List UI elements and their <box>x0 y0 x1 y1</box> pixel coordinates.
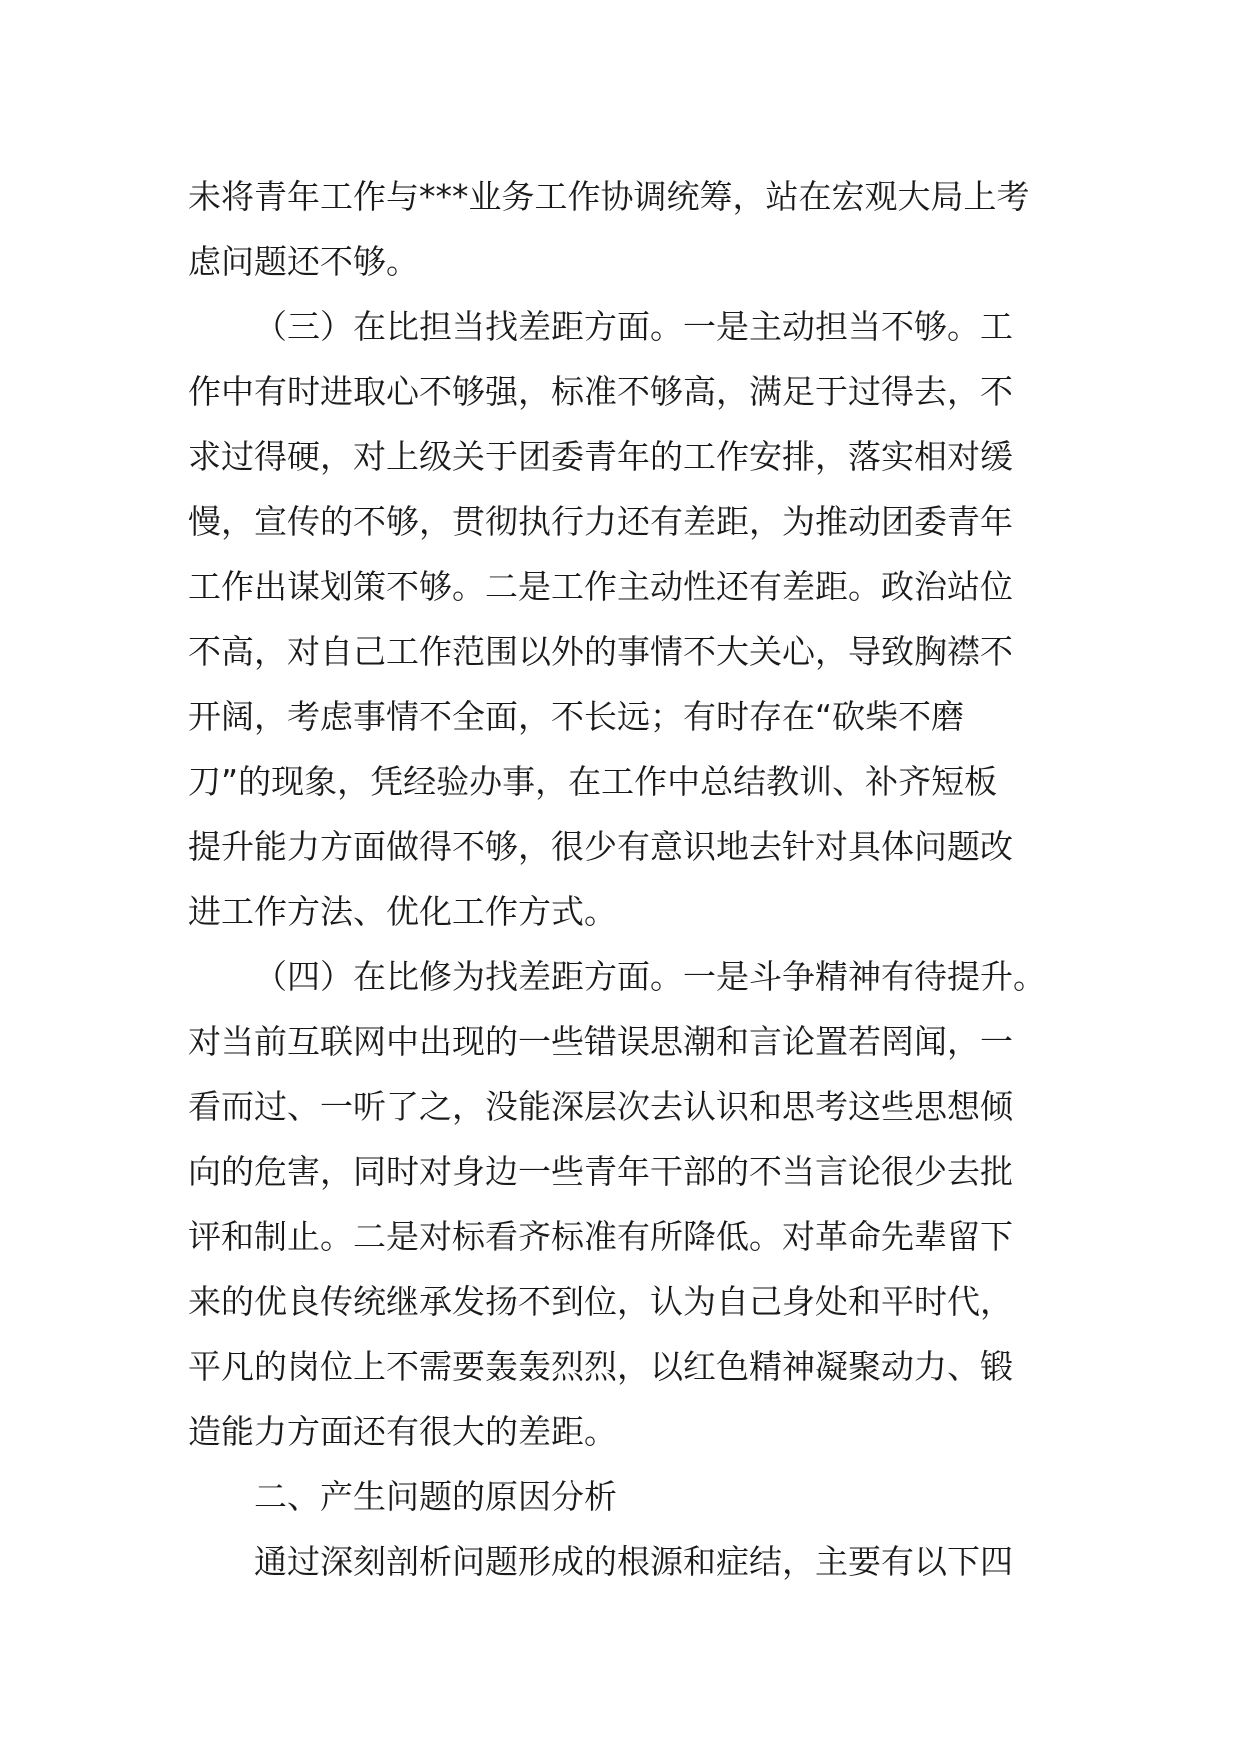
text-line: 造能力方面还有很大的差距。 <box>188 1412 617 1451</box>
text-line: 不高，对自己工作范围以外的事情不大关心，导致胸襟不 <box>188 632 1013 671</box>
paragraph-analysis-intro <box>188 1529 1058 1594</box>
text-line: 平凡的岗位上不需要轰轰烈烈，以红色精神凝聚动力、锻 <box>188 1347 1013 1386</box>
text-line: 向的危害，同时对身边一些青年干部的不当言论很少去批 <box>188 1152 1013 1191</box>
text-line: 虑问题还不够。 <box>188 242 419 281</box>
section-heading <box>188 1464 1058 1529</box>
text-line: 刀”的现象，凭经验办事，在工作中总结教训、补齐短板 <box>188 762 998 801</box>
text-line: 看而过、一听了之，没能深层次去认识和思考这些思想倾 <box>188 1087 1013 1126</box>
text-line: 工作出谋划策不够。二是工作主动性还有差距。政治站位 <box>188 567 1013 606</box>
paragraph-section-four <box>188 944 1058 1464</box>
text-line: 开阔，考虑事情不全面，不长远；有时存在“砍柴不磨 <box>188 697 965 736</box>
text-line: 来的优良传统继承发扬不到位，认为自己身处和平时代， <box>188 1282 1013 1321</box>
text-line: 提升能力方面做得不够，很少有意识地去针对具体问题改 <box>188 827 1013 866</box>
text-line: 未将青年工作与***业务工作协调统筹，站在宏观大局上考 <box>188 177 1030 216</box>
heading-line: 二、产生问题的原因分析 <box>254 1477 617 1516</box>
paragraph-continuation <box>188 164 1058 294</box>
document-body <box>188 164 1058 1594</box>
paragraph-section-three <box>188 294 1058 944</box>
text-line: （四）在比修为找差距方面。一是斗争精神有待提升。 <box>254 957 1046 996</box>
text-line: 慢，宣传的不够，贯彻执行力还有差距，为推动团委青年 <box>188 502 1013 541</box>
text-line: 通过深刻剖析问题形成的根源和症结，主要有以下四 <box>254 1542 1013 1581</box>
text-line: 求过得硬，对上级关于团委青年的工作安排，落实相对缓 <box>188 437 1013 476</box>
text-line: 进工作方法、优化工作方式。 <box>188 892 617 931</box>
text-line: 对当前互联网中出现的一些错误思潮和言论置若罔闻，一 <box>188 1022 1013 1061</box>
text-line: 作中有时进取心不够强，标准不够高，满足于过得去，不 <box>188 372 1013 411</box>
text-line: （三）在比担当找差距方面。一是主动担当不够。工 <box>254 307 1013 346</box>
text-line: 评和制止。二是对标看齐标准有所降低。对革命先辈留下 <box>188 1217 1013 1256</box>
